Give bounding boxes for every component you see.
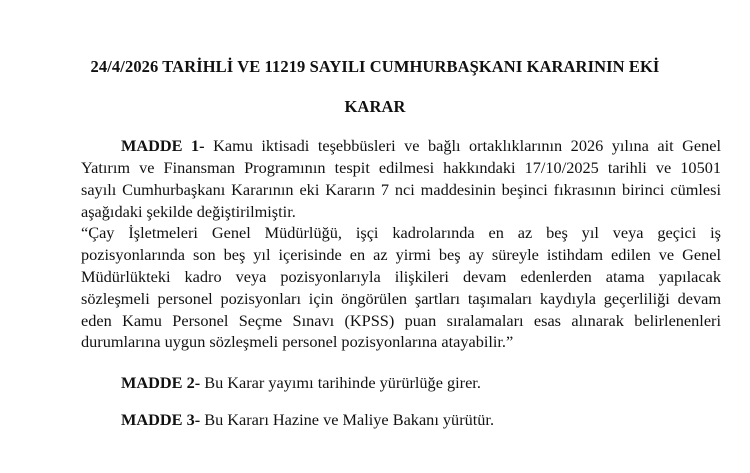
quote-line-4: sözleşmeli personel pozisyonları için öngörülen şartları taşımaları kaydıyla geçerliliği devam bbox=[81, 289, 721, 308]
document-title: 24/4/2026 TARİHLİ VE 11219 SAYILI CUMHURBAŞKANI KARARININ EKİ bbox=[90, 57, 660, 76]
quote-line-1: “Çay İşletmeleri Genel Müdürlüğü, işçi kadrolarında en az beş yıl veya geçici iş bbox=[81, 223, 721, 242]
article-1-label: MADDE 1- bbox=[121, 136, 205, 155]
article-2 bbox=[121, 372, 481, 394]
article-1-line-4: aşağıdaki şekilde değiştirilmiştir. bbox=[81, 202, 296, 221]
article-3 bbox=[121, 409, 494, 431]
article-1-line-1 bbox=[121, 135, 721, 157]
article-2-label: MADDE 2- bbox=[121, 373, 201, 392]
document-subtitle: KARAR bbox=[344, 97, 406, 116]
article-1-text-1: Kamu iktisadi teşebbüsleri ve bağlı ortaklıklarının 2026 yılına ait Genel bbox=[204, 136, 721, 155]
article-2-text: Bu Karar yayımı tarihinde yürürlüğe girer. bbox=[200, 373, 481, 392]
quote-line-6: durumlarına uygun sözleşmeli personel pozisyonlarına atayabilir.” bbox=[81, 332, 514, 351]
article-3-text: Bu Kararı Hazine ve Maliye Bakanı yürütür. bbox=[200, 410, 495, 429]
article-1-line-3: sayılı Cumhurbaşkanı Kararının eki Kararın 7 nci maddesinin beşinci fıkrasının birinci cümlesi bbox=[81, 180, 721, 199]
quote-line-3: Müdürlükteki kadro veya pozisyonlarıyla ilişkileri devam edenlerden atama yapılacak bbox=[81, 267, 721, 286]
quote-line-2: pozisyonlarında son beş yıl içerisinde en az yirmi beş ay süreyle istihdam edilen ve Genel bbox=[81, 245, 721, 264]
article-3-label: MADDE 3- bbox=[121, 410, 201, 429]
article-1-line-2: Yatırım ve Finansman Programının tespit edilmesi hakkındaki 17/10/2025 tarihli ve 10501 bbox=[81, 158, 721, 177]
quote-line-5: eden Kamu Personel Seçme Sınavı (KPSS) puan sıralamaları esas alınarak belirlenenleri bbox=[81, 311, 721, 330]
